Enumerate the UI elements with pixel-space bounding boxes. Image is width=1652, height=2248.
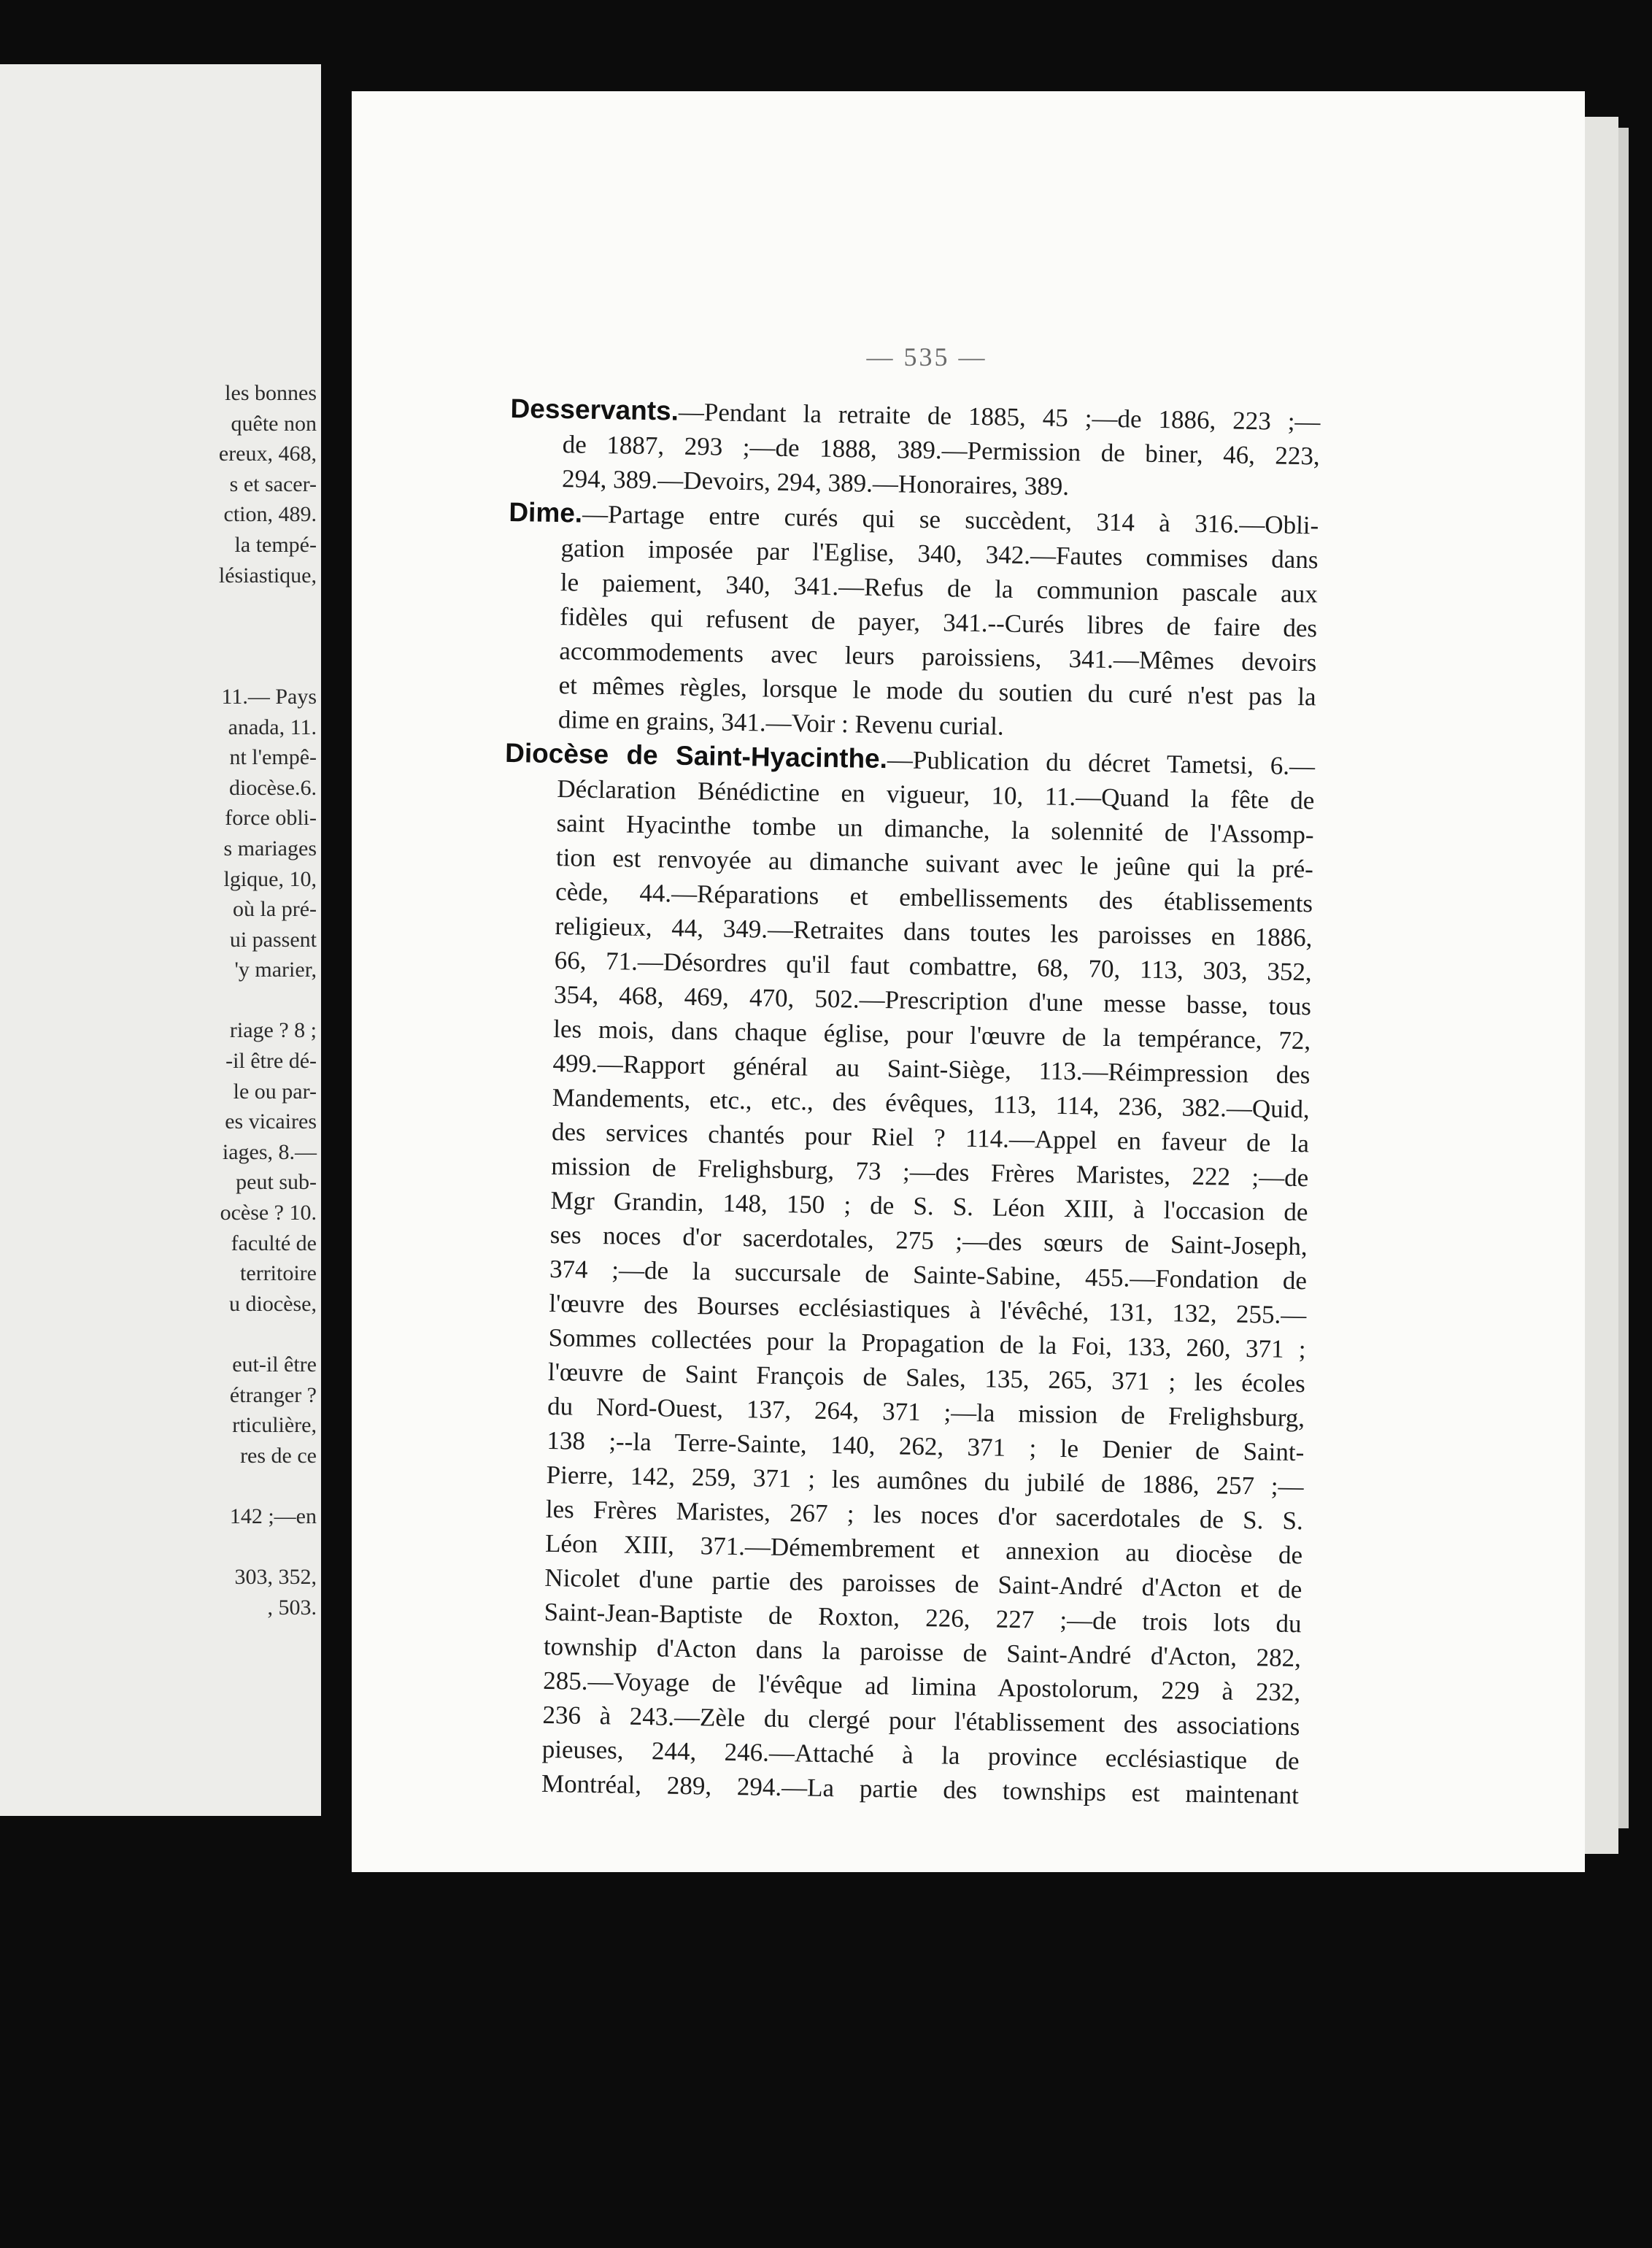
left-page-line: force obli-: [225, 806, 317, 831]
entry-line: religieux, 44, 349.—Retraites dans toutes les paroisses en 1886,: [555, 912, 1313, 952]
entry-line: tion est renvoyée au dimanche suivant avec le jeûne qui la pré-: [555, 843, 1314, 884]
left-page-line: [25, 621, 317, 652]
left-page-line: nt l'empê-: [229, 745, 317, 770]
left-page-line: lésiastique,: [218, 563, 317, 588]
entry-line: 354, 468, 469, 470, 502.—Prescription d'une messe basse, tous: [553, 980, 1312, 1021]
left-page-line: anada, 11.: [228, 715, 317, 739]
left-page-line: les bonnes: [225, 381, 317, 405]
entry-line: Pierre, 142, 259, 371 ; les aumônes du jubilé de 1886, 257 ;—: [546, 1460, 1304, 1501]
entry-line: du Nord-Ouest, 137, 264, 371 ;—la mission de Frelighsburg,: [547, 1391, 1305, 1433]
left-page-line: iages, 8.—: [222, 1139, 317, 1164]
page-edge-shadow: [1618, 128, 1629, 1828]
left-page-line: lgique, 10,: [223, 866, 317, 891]
entry-line: fidèles qui refusent de payer, 341.--Curés libres de faire des: [559, 602, 1318, 643]
entry-line: 138 ;--la Terre-Sainte, 140, 262, 371 ; le Denier de Saint-: [547, 1425, 1305, 1467]
entry-line: Montréal, 289, 294.—La partie des townships est maintenant: [541, 1768, 1300, 1810]
entry-line: des services chantés pour Riel ? 114.—Appel en faveur de la: [551, 1117, 1310, 1158]
entry-heading: Desservants.: [510, 393, 679, 426]
left-page-line: diocèse.6.: [229, 775, 317, 800]
entry-line: dime en grains, 341.—Voir : Revenu curial.: [557, 705, 1004, 741]
entry-line: cède, 44.—Réparations et embellissements des établissements: [555, 877, 1313, 918]
entry-line: saint Hyacinthe tombe un dimanche, la solennité de l'Assomp-: [556, 809, 1314, 850]
left-page-line: faculté de: [231, 1231, 317, 1255]
entry-line: Nicolet d'une partie des paroisses de Saint-André d'Acton et de: [544, 1563, 1302, 1604]
left-page-line: [25, 1319, 317, 1350]
left-page-line: le ou par-: [233, 1079, 317, 1104]
entry-line: Déclaration Bénédictine en vigueur, 10, 11.—Quand la fête de: [557, 774, 1315, 815]
left-page-line: u diocèse,: [229, 1291, 317, 1316]
entry-line: l'œuvre de Saint François de Sales, 135, 265, 371 ; les écoles: [547, 1357, 1306, 1398]
entry-line: de 1887, 293 ;—de 1888, 389.—Permission de biner, 46, 223,: [562, 430, 1321, 471]
entry-line: Mandements, etc., etc., des évêques, 113, 114, 236, 382.—Quid,: [552, 1083, 1310, 1124]
entry-line: Saint-Jean-Baptiste de Roxton, 226, 227 ;—de trois lots du: [544, 1597, 1302, 1639]
left-page-text: [25, 378, 317, 1623]
entry-text: —Partage entre curés qui se succèdent, 314 à 316.—Obli-: [582, 499, 1319, 540]
entry-line: mission de Frelighsburg, 73 ;—des Frères Maristes, 222 ;—de: [551, 1152, 1309, 1193]
left-page-line: la tempé-: [234, 532, 317, 557]
entry-line: Sommes collectées pour la Propagation de la Foi, 133, 260, 371 ;: [548, 1323, 1306, 1364]
entry-line: 66, 71.—Désordres qu'il faut combattre, 68, 70, 113, 303, 352,: [554, 946, 1312, 987]
facing-left-page: [0, 64, 321, 1816]
left-page-line: -il être dé-: [225, 1049, 317, 1074]
entry-line: ses noces d'or sacerdotales, 275 ;—des sœurs de Saint-Joseph,: [549, 1220, 1308, 1261]
left-page-line: res de ce: [240, 1443, 317, 1468]
entry-line: gation imposée par l'Eglise, 340, 342.—Fautes commises dans: [560, 534, 1319, 574]
entry-line: township d'Acton dans la paroisse de Saint-André d'Acton, 282,: [543, 1631, 1302, 1673]
entry-line: et mêmes règles, lorsque le mode du soutien du curé n'est pas la: [558, 671, 1316, 712]
index-entry: [489, 736, 1316, 1812]
left-page-line: [25, 651, 317, 682]
page-number: — 535 —: [866, 342, 987, 372]
index-entry: [506, 495, 1319, 748]
left-page-line: 303, 352,: [234, 1565, 317, 1590]
left-page-line: s mariages: [223, 836, 317, 861]
entry-line: 294, 389.—Devoirs, 294, 389.—Honoraires, 389.: [561, 464, 1070, 501]
left-page-line: peut sub-: [236, 1170, 317, 1195]
book-gutter: [321, 0, 352, 2248]
entry-line: Mgr Grandin, 148, 150 ; de S. S. Léon XIII, à l'occasion de: [550, 1185, 1308, 1227]
left-page-line: ereux, 468,: [218, 442, 317, 466]
entry-line: 236 à 243.—Zèle du clergé pour l'établissement des associations: [542, 1700, 1300, 1741]
left-page-line: s et sacer-: [229, 471, 317, 496]
entry-line: Léon XIII, 371.—Démembrement et annexion au diocèse de: [544, 1528, 1303, 1570]
entry-line: pieuses, 244, 246.—Attaché à la province ecclésiastique de: [541, 1734, 1300, 1776]
entry-line: 499.—Rapport général au Saint-Siège, 113.—Réimpression des: [552, 1049, 1311, 1090]
entry-line: accommodements avec leurs paroissiens, 341.—Mêmes devoirs: [559, 636, 1317, 677]
left-page-line: 142 ;—en: [229, 1504, 317, 1528]
left-page-line: étranger ?: [229, 1382, 317, 1407]
left-page-line: 11.— Pays: [221, 684, 317, 709]
entry-line: 374 ;—de la succursale de Sainte-Sabine, 455.—Fondation de: [549, 1254, 1308, 1296]
entry-line: les Frères Maristes, 267 ; les noces d'or sacerdotales de S. S.: [545, 1494, 1304, 1536]
index-text-block: [489, 391, 1321, 1812]
left-page-line: 'y marier,: [234, 958, 317, 982]
left-page-line: ction, 489.: [223, 502, 317, 527]
left-page-line: ui passent: [229, 927, 317, 952]
left-page-line: , 503.: [267, 1595, 317, 1620]
entry-line: 285.—Voyage de l'évêque ad limina Apostolorum, 229 à 232,: [542, 1666, 1301, 1707]
entry-text: —Publication du décret Tametsi, 6.—: [887, 745, 1316, 781]
left-page-line: [25, 590, 317, 621]
left-page-line: [25, 1532, 317, 1563]
page-edge: [1585, 117, 1618, 1854]
left-page-line: ocèse ? 10.: [220, 1201, 317, 1225]
left-page-line: eut-il être: [232, 1352, 317, 1377]
left-page-line: territoire: [240, 1261, 317, 1286]
left-page-line: riage ? 8 ;: [229, 1018, 317, 1043]
index-entry: [509, 391, 1321, 507]
left-page-line: es vicaires: [225, 1109, 317, 1134]
entry-heading: Diocèse de Saint-Hyacinthe.: [504, 737, 888, 774]
left-page-line: quête non: [231, 411, 317, 436]
left-page-line: rticulière,: [232, 1413, 317, 1438]
entry-heading: Dime.: [509, 496, 583, 528]
entry-line: le paiement, 340, 341.—Refus de la communion pascale aux: [560, 568, 1319, 609]
left-page-line: où la pré-: [233, 897, 317, 922]
entry-text: —Pendant la retraite de 1885, 45 ;—de 1886, 223 ;—: [678, 397, 1321, 436]
entry-line: les mois, dans chaque église, pour l'œuvre de la tempérance, 72,: [552, 1015, 1311, 1055]
left-page-line: [25, 1471, 317, 1501]
entry-line: l'œuvre des Bourses ecclésiastiques à l'évêché, 131, 132, 255.—: [549, 1288, 1307, 1330]
left-page-line: [25, 985, 317, 1016]
